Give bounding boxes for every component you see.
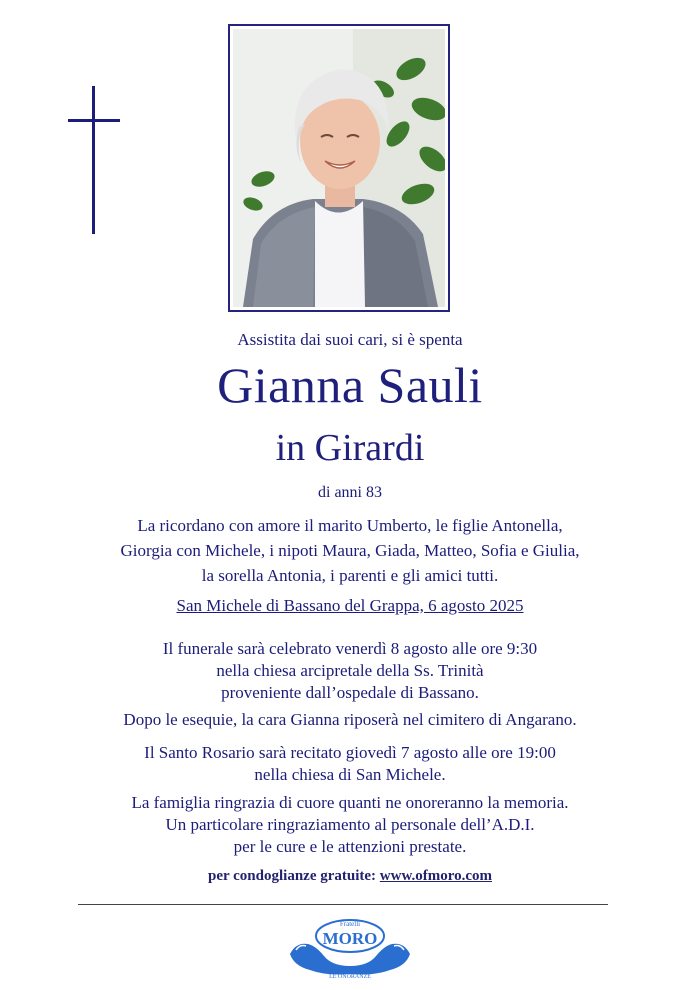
place-date: San Michele di Bassano del Grappa, 6 agosto 2025 — [176, 596, 524, 615]
logo-bottom-text: LE ONORANZE — [329, 974, 371, 980]
funeral-paragraph — [0, 638, 700, 704]
mourners-paragraph — [0, 513, 700, 588]
condolences-label: per condoglianze gratuite: — [208, 868, 377, 884]
thanks-line: per le cure e le attenzioni prestate. — [233, 837, 467, 856]
age-text: di anni 83 — [318, 484, 382, 501]
logo-main-text: MORO — [322, 929, 378, 948]
mourners-line: la sorella Antonia, i parenti e gli amici tutti. — [201, 566, 499, 585]
thanks-paragraph — [0, 792, 700, 858]
deceased-name: Gianna Sauli — [217, 357, 483, 413]
rosary-line: Il Santo Rosario sarà recitato giovedì 7 agosto alle ore 19:00 — [144, 743, 556, 762]
rosary-line: nella chiesa di San Michele. — [254, 765, 446, 784]
portrait-photo — [228, 24, 450, 312]
mourners-line: La ricordano con amore il marito Umberto, le figlie Antonella, — [137, 516, 563, 535]
intro-text: Assistita dai suoi cari, si è spenta — [237, 330, 463, 349]
funeral-line: proveniente dall’ospedale di Bassano. — [221, 683, 479, 702]
logo-top-text: Fratelli — [339, 920, 361, 928]
funeral-line: Il funerale sarà celebrato venerdì 8 agosto alle ore 9:30 — [162, 639, 538, 658]
condolences-line — [0, 868, 700, 885]
cross-icon — [68, 86, 120, 234]
condolences-link[interactable]: www.ofmoro.com — [379, 868, 492, 884]
fratelli-moro-logo — [286, 914, 414, 980]
rosary-paragraph — [0, 742, 700, 786]
divider — [78, 904, 608, 905]
mourners-line: Giorgia con Michele, i nipoti Maura, Giada, Matteo, Sofia e Giulia, — [120, 541, 580, 560]
married-name: in Girardi — [275, 427, 425, 469]
portrait-image — [233, 29, 445, 307]
thanks-line: Un particolare ringraziamento al personale dell’A.D.I. — [165, 815, 535, 834]
funeral-line: nella chiesa arcipretale della Ss. Trinità — [216, 661, 484, 680]
burial-text: Dopo le esequie, la cara Gianna riposerà nel cimitero di Angarano. — [123, 710, 577, 729]
thanks-line: La famiglia ringrazia di cuore quanti ne onoreranno la memoria. — [131, 793, 569, 812]
